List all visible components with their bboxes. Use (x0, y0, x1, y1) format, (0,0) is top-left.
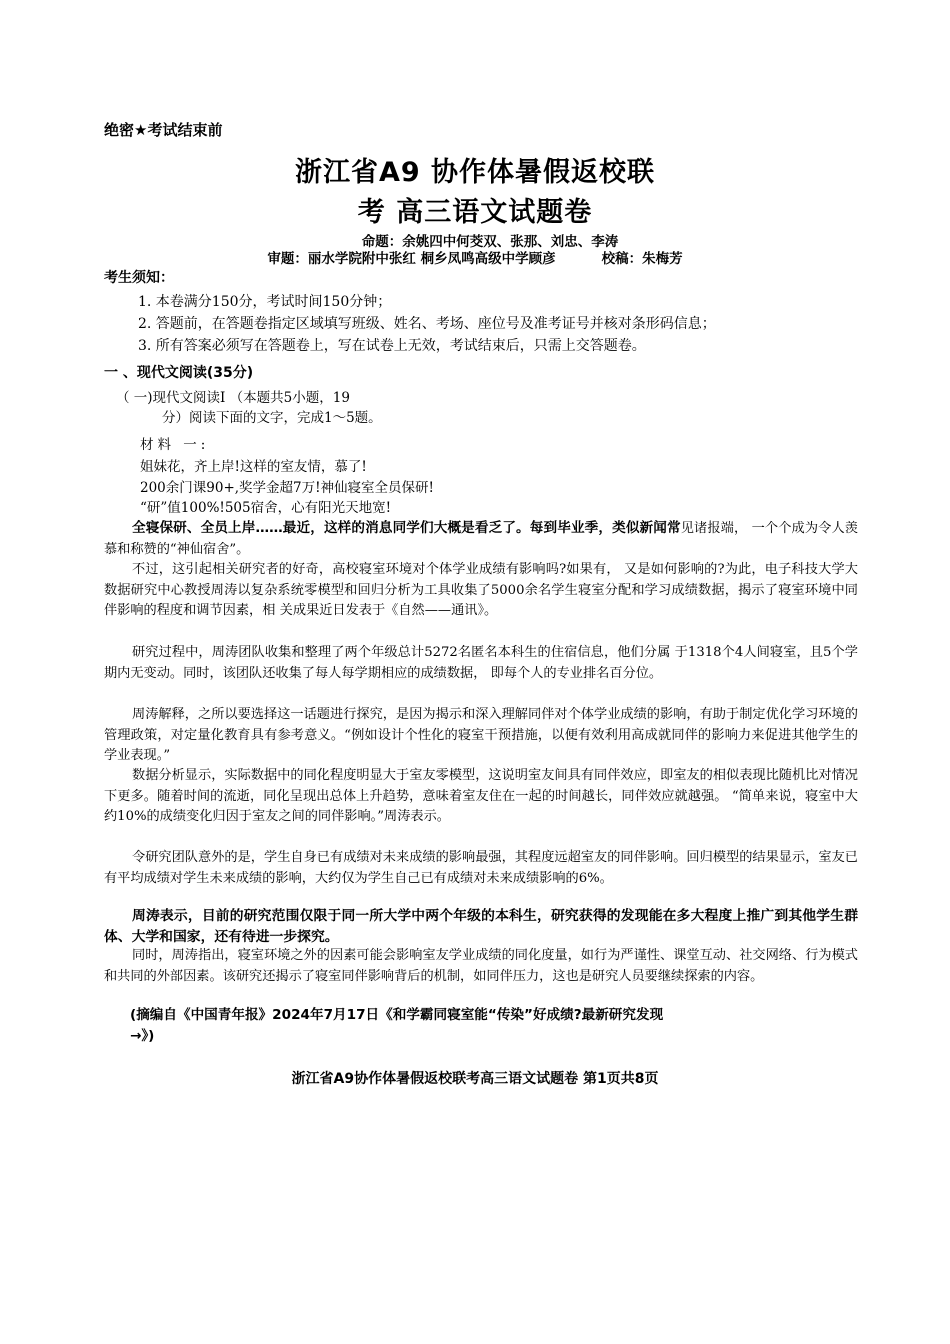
notice-item: 1. 本卷满分150分，考试时间150分钟； (138, 294, 392, 310)
reviewer-names: 审题：丽水学院附中张红 桐乡凤鸣高级中学顾彦 (267, 251, 556, 267)
exam-title-line2: 考 高三语文试题卷 (357, 197, 593, 228)
headline-line: 姐妹花，齐上岸!这样的室友情，慕了! (140, 459, 367, 475)
proofreader-name: 校稿：朱梅芳 (601, 251, 683, 267)
subsection-line2: 分）阅读下面的文字，完成1～5题。 (162, 410, 382, 426)
exam-title-line1: 浙江省A9 协作体暑假返校联 (294, 157, 656, 188)
headline-line: “研”值100%!505宿舍，心有阳光天地宽! (140, 500, 392, 516)
paragraph-7: 周涛表示，目前的研究范围仅限于同一所大学中两个年级的本科生，研究获得的发现能在多大程度上推广到其他学生群体、大学和国家，还有待进一步探究。 (104, 908, 858, 945)
paragraph-8: 同时，周涛指出，寝室环境之外的因素可能会影响室友学业成绩的同化度量，如行为严谨性、课堂互动、社交网络、行为模式和共同的外部因素。该研究还揭示了寝室同伴影响背后的机制，如同伴压力，这也是研究人员要继续探索的内容。 (104, 948, 858, 984)
paragraph-5: 数据分析显示，实际数据中的同化程度明显大于室友零模型，这说明室友间具有同伴效应，即室友的相似表现比随机比对情况下更多。随着时间的流逝，同化呈现出总体上升趋势，意味着室友住在一起的时间越长，同伴效应就越强。 “简单来说，寝室中大约10%的成绩变化归因于室友之间的同伴影响。”周涛表示。 (104, 768, 858, 825)
paragraph-3: 研究过程中，周涛团队收集和整理了两个年级总计5272名匿名本科生的住宿信息，他们分属 于1318个4人间寝室，且5个学期内无变动。同时，该团队还收集了每人每学期相应的成绩数据， 即每个人的专业排名百分位。 (104, 645, 858, 681)
source-citation (104, 1005, 844, 1047)
review-credit (0, 247, 950, 267)
paragraph-6: 令研究团队意外的是，学生自身已有成绩对未来成绩的影响最强，其程度远超室友的同伴影响。回归模型的结果显示，室友已有平均成绩对学生未来成绩的影响，大约仅为学生自己已有成绩对未来成绩影响的6%。 (104, 850, 858, 886)
paragraph-1-rest: 见诸报端， 一个个成为令人羡慕和称赞的“神仙宿舍”。 (104, 521, 858, 557)
author-credit: 命题：余姚四中何茭双、张那、刘忠、李涛 (361, 234, 619, 250)
section-heading: 一 、现代文阅读(35分) (104, 365, 254, 381)
subsection-line1: （ 一)现代文阅读I （本题共5小题，19 (116, 390, 350, 406)
paragraph-4: 周涛解释，之所以要选择这一话题进行探究，是因为揭示和深入理解同伴对个体学业成绩的影响，有助于制定优化学习环境的管理政策，对定量化教育具有参考意义。“例如设计个性化的寝室干预措施，以便有效利用高成就同伴的影响力来促进其他学生的学业表现。” (104, 707, 858, 764)
subsection-instruction (116, 388, 446, 428)
material-label: 材料 一: (140, 437, 210, 453)
source-line2: →》) (130, 1028, 155, 1044)
page-footer: 浙江省A9协作体暑假返校联考高三语文试题卷 第1页共8页 (291, 1071, 659, 1087)
paragraph-1 (104, 518, 858, 560)
source-line1: (摘编自《中国青年报》2024年7月17日《和学霸同寝室能“传染”好成绩?最新研究发现 (130, 1007, 664, 1023)
paragraph-1-bold: 全寝保研、全员上岸……最近，这样的消息同学们大概是看乏了。每到毕业季，类似新闻常 (132, 520, 681, 536)
headline-line: 200余门课90+,奖学金超7万!神仙寝室全员保研! (140, 480, 434, 496)
secret-label: 绝密★考试结束前 (104, 121, 223, 139)
notice-heading: 考生须知： (104, 270, 174, 286)
notice-item: 2. 答题前，在答题卷指定区域填写班级、姓名、考场、座位号及准考证号并核对条形码信息； (138, 316, 716, 332)
notice-item: 3. 所有答案必须写在答题卷上，写在试卷上无效，考试结束后，只需上交答题卷。 (138, 338, 646, 354)
paragraph-2: 不过，这引起相关研究者的好奇，高校寝室环境对个体学业成绩有影响吗?如果有， 又是如何影响的?为此，电子科技大学大数据研究中心教授周涛以复杂系统零模型和回归分析为工具收集了5000余名学生寝室分配和学习成绩数据，揭示了寝室环境中同伴影响的程度和调节因素，相 关成果近日发表于《自然——通讯》。 (104, 562, 858, 619)
